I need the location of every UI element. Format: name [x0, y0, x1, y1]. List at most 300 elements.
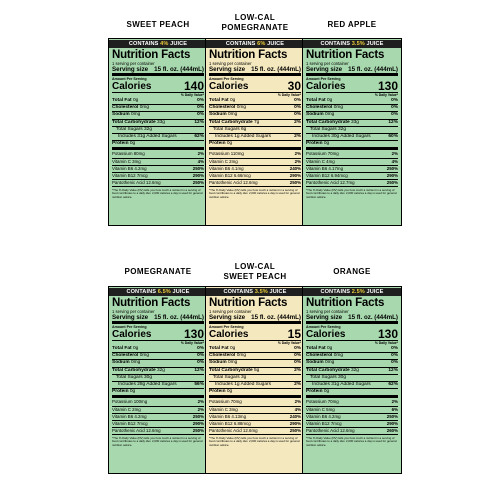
juice-percent: 3.5%: [351, 41, 365, 47]
sodium-value: 0mg: [227, 112, 238, 118]
sodium-dv: 0%: [391, 360, 398, 366]
protein-label: Protein: [306, 389, 323, 395]
servings-per-container: 1 serving per container: [112, 309, 155, 314]
juice-suffix: JUICE: [265, 41, 285, 47]
daily-value-header: % Daily Value*: [374, 341, 398, 345]
vitamin-c-row: [209, 407, 301, 414]
carb-dv: 12%: [388, 367, 398, 373]
total-sugars-row: [209, 375, 301, 382]
protein-label: Protein: [112, 389, 129, 395]
juice-prefix: CONTAINS: [320, 289, 352, 295]
sodium-dv: 0%: [294, 360, 301, 366]
serving-size-label: Serving size: [112, 66, 149, 73]
vitamin-b6-row: [306, 414, 398, 421]
juice-percent: 6.5%: [157, 289, 171, 295]
total-sugars-row: [112, 375, 204, 382]
total-sugars-row: [306, 127, 398, 134]
thick-divider: [209, 73, 301, 76]
protein-value: 0g: [323, 141, 330, 147]
thick-divider: [306, 147, 398, 150]
chol-value: 0mg: [139, 353, 150, 359]
vitamin-b12: Vitamin B12 7mcg: [112, 420, 148, 426]
nutrition-facts-title: Nutrition Facts: [209, 297, 288, 309]
amount-per-serving: Amount Per Serving: [306, 77, 341, 81]
carb-value: 7g: [253, 119, 260, 125]
fat-dv: 0%: [294, 346, 301, 351]
carb-value: 32g: [350, 367, 359, 373]
sodium-label: Sodium: [306, 112, 324, 118]
vitamin-b6: Vitamin B6 4.2mg: [306, 413, 341, 419]
sodium-label: Sodium: [209, 360, 227, 366]
amount-per-serving: Amount Per Serving: [112, 325, 147, 329]
total-sugars: Total Sugars 3g: [213, 374, 247, 380]
chol-value: 0mg: [236, 353, 247, 359]
chol-label: Cholesterol: [112, 353, 139, 359]
medium-divider: [306, 434, 398, 435]
daily-value-footnote: *The % Daily Value (DV) tells you how much a nutrient in a serving of food contributes to a daily diet. 2,000 calories a day is used for general nutrition advice.: [306, 187, 397, 200]
thick-divider: [306, 73, 398, 76]
sodium-dv: 0%: [197, 112, 204, 118]
serving-size-row: [306, 314, 398, 321]
vitamin-c: Vitamin C 4mg: [306, 158, 335, 164]
chol-dv: 0%: [294, 105, 301, 111]
vitamin-b12-dv: 290%: [192, 172, 204, 178]
product-name: ORANGE: [333, 267, 371, 276]
serving-size-row: [306, 66, 398, 73]
chol-label: Cholesterol: [209, 353, 236, 359]
serving-size-label: Serving size: [112, 314, 149, 321]
potassium: Potassium 100mg: [112, 399, 148, 405]
nutrition-label: [205, 38, 305, 226]
sodium-dv: 0%: [294, 112, 301, 118]
carb-dv: 12%: [388, 119, 398, 125]
sodium-row: [112, 112, 204, 119]
medium-divider: [112, 434, 204, 435]
potassium-row: [306, 151, 398, 158]
chol-label: Cholesterol: [112, 105, 139, 111]
fat-value: 0g: [229, 98, 236, 103]
nutrition-label: [205, 286, 305, 474]
added-sugars-dv: 60%: [388, 134, 398, 140]
product-name: LOW-CAL POMEGRANATE: [221, 13, 289, 32]
vitamin-c-row: [209, 159, 301, 166]
pantothenic-acid: Pantothenic Acid 12.6mg: [112, 179, 161, 185]
serving-size-row: [209, 66, 301, 73]
fat-dv: 0%: [391, 346, 398, 351]
fat-dv: 0%: [391, 98, 398, 103]
calories-row: [209, 329, 301, 340]
pantothenic-acid-dv: 250%: [192, 179, 204, 185]
serving-size-row: [209, 314, 301, 321]
product-name: SWEET PEACH: [126, 20, 190, 29]
total-sugars-row: [209, 127, 301, 134]
pantothenic-acid-dv: 250%: [386, 179, 398, 185]
vitamin-b6-dv: 250%: [386, 413, 398, 419]
vitamin-c-dv: 2%: [197, 406, 204, 412]
carbohydrate-row: [306, 120, 398, 127]
daily-value-header: % Daily Value*: [277, 93, 301, 97]
vitamin-b12: Vitamin B12 6.88mcg: [209, 420, 251, 426]
serving-size-label: Serving size: [306, 66, 343, 73]
carb-value: 32g: [156, 367, 165, 373]
pantothenic-acid: Pantothenic Acid 12.6mg: [209, 427, 258, 433]
serving-size-row: [112, 66, 204, 73]
fat-label: Total Fat: [209, 346, 229, 351]
carb-value: 33g: [156, 119, 165, 125]
chol-dv: 0%: [197, 105, 204, 111]
added-sugars: Includes 30g Added Sugars: [312, 134, 371, 140]
added-sugars-dv: 56%: [194, 382, 204, 388]
nutrition-facts-title: Nutrition Facts: [209, 49, 288, 61]
vitamin-c-dv: 4%: [391, 158, 398, 164]
pantothenic-acid-dv: 250%: [289, 427, 301, 433]
juice-content-banner: [206, 40, 304, 48]
product-name: POMEGRANATE: [124, 267, 192, 276]
vitamin-b6-row: [306, 166, 398, 173]
vitamin-c: Vitamin C 2mg: [112, 406, 141, 412]
added-sugars: Includes 28g Added Sugars: [118, 382, 177, 388]
juice-percent: 4%: [160, 41, 169, 47]
juice-content-banner: [303, 40, 401, 48]
thick-divider: [112, 321, 204, 324]
nutrition-label: [302, 38, 402, 226]
vitamin-c-row: [112, 407, 204, 414]
sodium-value: 0mg: [130, 112, 141, 118]
total-sugars: Total Sugars 30g: [310, 374, 346, 380]
pantothenic-acid-dv: 260%: [386, 427, 398, 433]
vitamin-b12: Vitamin B12 7mcg: [112, 172, 148, 178]
calories-row: [112, 329, 204, 340]
potassium-dv: 2%: [197, 399, 204, 405]
serving-size-value: 15 fl. oz. (444mL): [348, 314, 398, 321]
sodium-label: Sodium: [112, 112, 130, 118]
serving-size-value: 15 fl. oz. (444mL): [251, 314, 301, 321]
potassium-row: [209, 399, 301, 406]
sodium-row: [209, 112, 301, 119]
fat-value: 0g: [132, 346, 139, 351]
product-name: RED APPLE: [327, 20, 377, 29]
thick-divider: [306, 395, 398, 398]
vitamin-b6-dv: 240%: [289, 413, 301, 419]
medium-divider: [209, 434, 301, 435]
juice-content-banner: [109, 288, 207, 296]
juice-suffix: JUICE: [364, 41, 384, 47]
daily-value-header: % Daily Value*: [180, 93, 204, 97]
juice-percent: 2.5%: [351, 289, 365, 295]
carb-label: Total Carbohydrate: [306, 119, 350, 125]
potassium-dv: 2%: [294, 151, 301, 157]
carb-dv: 2%: [294, 367, 301, 373]
potassium-dv: 2%: [197, 151, 204, 157]
vitamin-b6-row: [112, 166, 204, 173]
chol-dv: 0%: [391, 353, 398, 359]
daily-value-footnote: *The % Daily Value (DV) tells you how much a nutrient in a serving of food contributes to a daily diet. 2,000 calories a day is used for general nutrition advice.: [112, 435, 203, 448]
serving-size-label: Serving size: [306, 314, 343, 321]
thick-divider: [112, 147, 204, 150]
vitamin-b6-dv: 250%: [192, 165, 204, 171]
fat-label: Total Fat: [112, 346, 132, 351]
vitamin-b12-row: [306, 173, 398, 180]
total-sugars: Total Sugars 32g: [116, 126, 152, 132]
servings-per-container: 1 serving per container: [306, 309, 349, 314]
juice-content-banner: [206, 288, 304, 296]
carb-label: Total Carbohydrate: [112, 119, 156, 125]
added-sugars-dv: 2%: [294, 134, 301, 140]
thick-divider: [209, 395, 301, 398]
vitamin-c-dv: 4%: [294, 406, 301, 412]
chol-label: Cholesterol: [306, 353, 333, 359]
vitamin-c-row: [306, 407, 398, 414]
sodium-row: [306, 112, 398, 119]
juice-percent: 6%: [257, 41, 266, 47]
calories-row: [112, 81, 204, 92]
fat-label: Total Fat: [306, 98, 326, 103]
amount-per-serving: Amount Per Serving: [209, 325, 244, 329]
carbohydrate-row: [209, 120, 301, 127]
total-sugars: Total Sugars 32g: [310, 126, 346, 132]
potassium-row: [209, 151, 301, 158]
vitamin-c-dv: 2%: [294, 158, 301, 164]
protein-label: Protein: [209, 389, 226, 395]
calories-label: Calories: [209, 81, 249, 92]
potassium: Potassium 70mg: [209, 399, 242, 405]
medium-divider: [112, 186, 204, 187]
vitamin-b6-row: [112, 414, 204, 421]
pantothenic-acid: Pantothenic Acid 12.6mg: [112, 427, 161, 433]
pantothenic-acid: Pantothenic Acid 12.6mg: [306, 427, 355, 433]
vitamin-b6: Vitamin B6 4.17mg: [306, 165, 344, 171]
calories-label: Calories: [306, 81, 346, 92]
juice-prefix: CONTAINS: [223, 289, 255, 295]
fat-dv: 0%: [197, 346, 204, 351]
vitamin-b6-row: [209, 166, 301, 173]
product-name: LOW-CAL SWEET PEACH: [223, 262, 287, 281]
calories-row: [306, 329, 398, 340]
medium-divider: [306, 186, 398, 187]
vitamin-b12: Vitamin B12 6.94mcg: [306, 172, 348, 178]
chol-value: 0mg: [236, 105, 247, 111]
calories-row: [306, 81, 398, 92]
added-sugars: Includes 1g Added Sugars: [215, 382, 272, 388]
vitamin-c: Vitamin C 3mg: [209, 406, 238, 412]
juice-percent: 3.5%: [254, 289, 268, 295]
serving-size-label: Serving size: [209, 66, 246, 73]
carb-value: 33g: [350, 119, 359, 125]
carbohydrate-row: [306, 368, 398, 375]
protein-label: Protein: [209, 141, 226, 147]
total-sugars-row: [306, 375, 398, 382]
nutrition-facts-title: Nutrition Facts: [306, 49, 385, 61]
chol-dv: 0%: [391, 105, 398, 111]
servings-per-container: 1 serving per container: [209, 61, 252, 66]
serving-size-row: [112, 314, 204, 321]
amount-per-serving: Amount Per Serving: [209, 77, 244, 81]
thick-divider: [112, 395, 204, 398]
potassium-row: [112, 151, 204, 158]
juice-prefix: CONTAINS: [126, 289, 158, 295]
calories-row: [209, 81, 301, 92]
protein-value: 0g: [323, 389, 330, 395]
vitamin-b12-dv: 290%: [386, 420, 398, 426]
vitamin-b6: Vitamin B6 4.2mg: [112, 165, 147, 171]
sodium-label: Sodium: [112, 360, 130, 366]
nutrition-facts-title: Nutrition Facts: [306, 297, 385, 309]
potassium-dv: 2%: [391, 399, 398, 405]
vitamin-c-row: [112, 159, 204, 166]
thick-divider: [306, 321, 398, 324]
serving-size-label: Serving size: [209, 314, 246, 321]
nutrition-facts-title: Nutrition Facts: [112, 49, 191, 61]
protein-value: 0g: [226, 389, 233, 395]
vitamin-c-row: [306, 159, 398, 166]
vitamin-c: Vitamin C 5mg: [306, 406, 335, 412]
chol-label: Cholesterol: [306, 105, 333, 111]
thick-divider: [112, 73, 204, 76]
vitamin-b6-dv: 250%: [192, 413, 204, 419]
total-sugars: Total Sugars 6g: [213, 126, 247, 132]
servings-per-container: 1 serving per container: [209, 309, 252, 314]
carb-dv: 12%: [194, 119, 204, 125]
fat-dv: 0%: [294, 98, 301, 103]
juice-prefix: CONTAINS: [320, 41, 352, 47]
added-sugars-dv: 62%: [194, 134, 204, 140]
pantothenic-acid: Pantothenic Acid 12.6mg: [209, 179, 258, 185]
serving-size-value: 15 fl. oz. (444mL): [154, 314, 204, 321]
potassium: Potassium 70mg: [306, 399, 339, 405]
sodium-row: [112, 360, 204, 367]
juice-suffix: JUICE: [364, 289, 384, 295]
serving-size-value: 15 fl. oz. (444mL): [348, 66, 398, 73]
vitamin-c-dv: 6%: [391, 406, 398, 412]
sodium-value: 0mg: [227, 360, 238, 366]
potassium-row: [112, 399, 204, 406]
vitamin-b12-row: [209, 421, 301, 428]
calories-value: 130: [377, 327, 398, 341]
protein-value: 0g: [129, 389, 136, 395]
carbohydrate-row: [112, 120, 204, 127]
thick-divider: [209, 321, 301, 324]
added-sugars: Includes 31g Added Sugars: [312, 382, 371, 388]
vitamin-b6-row: [209, 414, 301, 421]
vitamin-c: Vitamin C 2mg: [209, 158, 238, 164]
vitamin-c: Vitamin C 3mg: [112, 158, 141, 164]
calories-value: 15: [287, 327, 301, 341]
daily-value-header: % Daily Value*: [374, 93, 398, 97]
calories-label: Calories: [112, 81, 152, 92]
juice-suffix: JUICE: [267, 289, 287, 295]
amount-per-serving: Amount Per Serving: [112, 77, 147, 81]
nutrition-label: [108, 38, 208, 226]
vitamin-b12-dv: 290%: [386, 172, 398, 178]
protein-label: Protein: [112, 141, 129, 147]
chol-label: Cholesterol: [209, 105, 236, 111]
vitamin-b12-dv: 290%: [289, 172, 301, 178]
protein-value: 0g: [129, 141, 136, 147]
vitamin-b12-row: [112, 421, 204, 428]
vitamin-b12-row: [112, 173, 204, 180]
chol-dv: 0%: [197, 353, 204, 359]
sodium-row: [306, 360, 398, 367]
daily-value-footnote: *The % Daily Value (DV) tells you how much a nutrient in a serving of food contributes to a daily diet. 2,000 calories a day is used for general nutrition advice.: [112, 187, 203, 200]
nutrition-facts-title: Nutrition Facts: [112, 297, 191, 309]
fat-dv: 0%: [197, 98, 204, 103]
serving-size-value: 15 fl. oz. (444mL): [251, 66, 301, 73]
calories-value: 30: [287, 79, 301, 93]
added-sugars-dv: 62%: [388, 382, 398, 388]
potassium-dv: 2%: [294, 399, 301, 405]
fat-value: 0g: [326, 346, 333, 351]
juice-suffix: JUICE: [168, 41, 188, 47]
sodium-value: 0mg: [130, 360, 141, 366]
juice-content-banner: [303, 288, 401, 296]
vitamin-b6: Vitamin B6 4.2mg: [112, 413, 147, 419]
potassium: Potassium 110mg: [209, 151, 244, 157]
chol-value: 0mg: [333, 105, 344, 111]
potassium-row: [306, 399, 398, 406]
nutrition-label: [302, 286, 402, 474]
vitamin-c-dv: 4%: [197, 158, 204, 164]
added-sugars-dv: 2%: [294, 382, 301, 388]
fat-value: 0g: [229, 346, 236, 351]
juice-prefix: CONTAINS: [225, 41, 258, 47]
pantothenic-acid-dv: 250%: [289, 179, 301, 185]
pantothenic-acid: Pantothenic Acid 12.7mg: [306, 179, 355, 185]
calories-value: 130: [377, 79, 398, 93]
sodium-row: [209, 360, 301, 367]
serving-size-value: 15 fl. oz. (444mL): [154, 66, 204, 73]
vitamin-b6: Vitamin B6 4.1mg: [209, 165, 244, 171]
servings-per-container: 1 serving per container: [306, 61, 349, 66]
fat-label: Total Fat: [112, 98, 132, 103]
total-sugars-row: [112, 127, 204, 134]
daily-value-footnote: *The % Daily Value (DV) tells you how much a nutrient in a serving of food contributes to a daily diet. 2,000 calories a day is used for general nutrition advice.: [209, 435, 300, 448]
medium-divider: [209, 186, 301, 187]
vitamin-b12-dv: 290%: [289, 420, 301, 426]
carb-value: 5g: [253, 367, 260, 373]
calories-value: 140: [183, 79, 204, 93]
carb-label: Total Carbohydrate: [209, 367, 253, 373]
sodium-dv: 0%: [197, 360, 204, 366]
total-sugars: Total Sugars 30g: [116, 374, 152, 380]
juice-suffix: JUICE: [170, 289, 190, 295]
added-sugars: Includes 31g Added Sugars: [118, 134, 177, 140]
fat-value: 0g: [326, 98, 333, 103]
chol-value: 0mg: [139, 105, 150, 111]
added-sugars: Includes 1g Added Sugars: [215, 134, 272, 140]
calories-value: 130: [183, 327, 204, 341]
sodium-value: 0mg: [324, 360, 335, 366]
thick-divider: [209, 147, 301, 150]
carbohydrate-row: [209, 368, 301, 375]
daily-value-header: % Daily Value*: [277, 341, 301, 345]
potassium-dv: 2%: [391, 151, 398, 157]
vitamin-b12-dv: 290%: [192, 420, 204, 426]
fat-value: 0g: [132, 98, 139, 103]
chol-value: 0mg: [333, 353, 344, 359]
calories-label: Calories: [112, 329, 152, 340]
fat-label: Total Fat: [306, 346, 326, 351]
vitamin-b6-dv: 240%: [289, 165, 301, 171]
carb-dv: 12%: [194, 367, 204, 373]
carbohydrate-row: [112, 368, 204, 375]
nutrition-label: [108, 286, 208, 474]
vitamin-b6: Vitamin B6 4.13mg: [209, 413, 247, 419]
vitamin-b6-dv: 250%: [386, 165, 398, 171]
vitamin-b12-row: [209, 173, 301, 180]
sodium-value: 0mg: [324, 112, 335, 118]
sodium-label: Sodium: [209, 112, 227, 118]
vitamin-b12-row: [306, 421, 398, 428]
